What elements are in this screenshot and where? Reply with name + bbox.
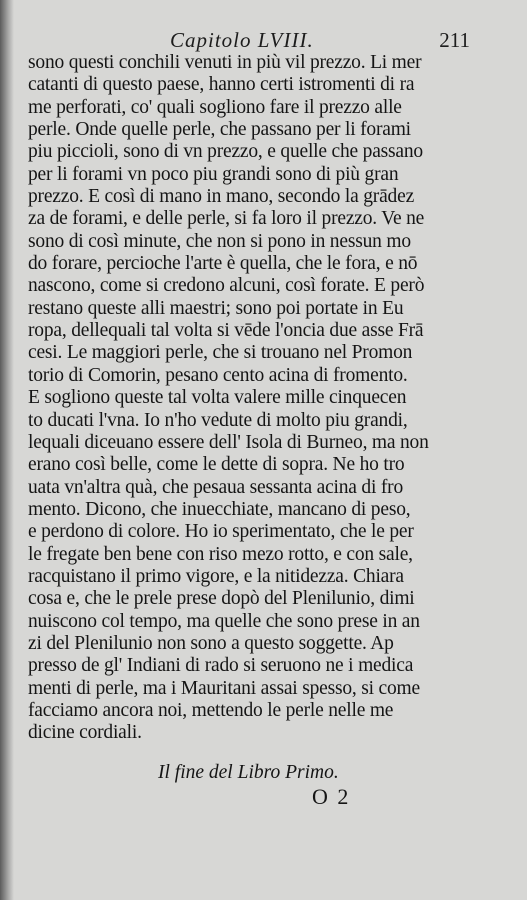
text-line: dicine cordiali. bbox=[28, 722, 142, 744]
text-line: uata vn'altra quà, che pesaua sessanta acina di fro bbox=[28, 476, 404, 498]
text-line: lequali diceuano essere dell' Isola di Burneo, ma non bbox=[28, 431, 429, 453]
text-line: to ducati l'vna. Io n'ho vedute di molto piu grandi, bbox=[28, 409, 408, 431]
text-line: restano queste alli maestri; sono poi portate in Eu bbox=[28, 297, 404, 319]
text-line: nascono, come si credono alcuni, così forate. E però bbox=[28, 275, 425, 297]
text-line: presso de gl' Indiani di rado si seruono ne i medica bbox=[28, 655, 414, 677]
text-line: ropa, dellequali tal volta si vēde l'oncia due asse Frā bbox=[28, 320, 424, 342]
page-number: 211 bbox=[439, 28, 470, 52]
text-line: za de forami, e delle perle, si fa loro il prezzo. Ve ne bbox=[28, 208, 425, 230]
page-gutter-shadow bbox=[0, 0, 14, 900]
text-line: racquistano il primo vigore, e la nitidezza. Chiara bbox=[28, 565, 404, 587]
text-line: e perdono di colore. Ho io sperimentato, che le per bbox=[28, 521, 414, 543]
text-line: perle. Onde quelle perle, che passano per li forami bbox=[28, 119, 411, 141]
body-text bbox=[28, 52, 490, 745]
text-line: piu piccioli, sono di vn prezzo, e quelle che passano bbox=[28, 141, 423, 163]
text-line: sono di così minute, che non si pono in nessun mo bbox=[28, 230, 411, 252]
text-line: E sogliono queste tal volta valere mille cinquecen bbox=[28, 387, 407, 409]
text-line: nuiscono col tempo, ma quelle che sono prese in an bbox=[28, 610, 420, 632]
text-line: sono questi conchili venuti in più vil prezzo. Li mer bbox=[28, 52, 422, 73]
text-line: prezzo. E così di mano in mano, secondo la grādez bbox=[28, 186, 415, 208]
text-line: me perforati, co' quali sogliono fare il prezzo alle bbox=[28, 96, 402, 118]
text-line: cesi. Le maggiori perle, che si trouano nel Promon bbox=[28, 342, 413, 364]
signature-mark: O 2 bbox=[312, 784, 351, 809]
text-line: le fregate ben bene con riso mezo rotto, e con sale, bbox=[28, 543, 413, 565]
text-line: zi del Plenilunio non sono a questo soggette. Ap bbox=[28, 632, 394, 654]
book-explicit: Il fine del Libro Primo. bbox=[158, 762, 339, 783]
text-line: erano così belle, come le dette di sopra. Ne ho tro bbox=[28, 454, 405, 476]
text-line: catanti di questo paese, hanno certi istromenti di ra bbox=[28, 74, 415, 96]
text-line: mento. Dicono, che inuecchiate, mancano di peso, bbox=[28, 498, 411, 520]
text-line: facciamo ancora noi, mettendo le perle nelle me bbox=[28, 699, 394, 721]
running-title: Capitolo LVIII. bbox=[170, 28, 314, 52]
text-line: torio di Comorin, pesano cento acina di fromento. bbox=[28, 364, 408, 386]
text-line: cosa e, che le prele prese dopò del Plenilunio, dimi bbox=[28, 588, 415, 610]
text-line: do forare, percioche l'arte è quella, che le fora, e nō bbox=[28, 253, 418, 275]
text-line: per li forami vn poco piu grandi sono di più gran bbox=[28, 163, 399, 185]
text-line: menti di perle, ma i Mauritani assai spesso, si come bbox=[28, 677, 420, 699]
